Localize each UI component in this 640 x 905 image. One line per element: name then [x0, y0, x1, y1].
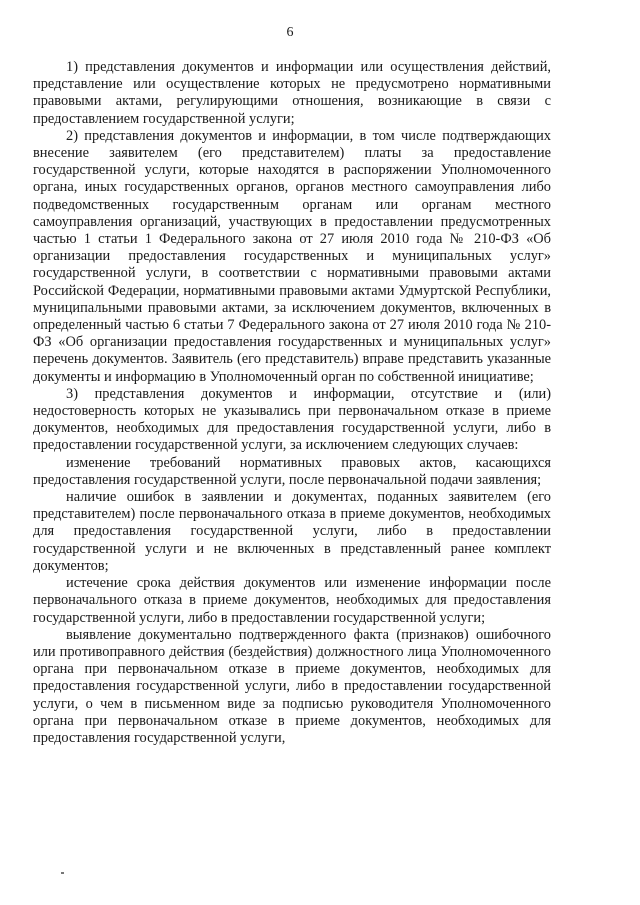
scan-speck — [61, 872, 64, 874]
paragraph-exception-misconduct: выявление документально подтвержденного факта (признаков) ошибочного или противоправного действия (бездействия) должностного лица Уполномоченного органа при первоначальном отказе в приеме документов, необходимых для предоставления государственной услуги, либо в предоставлении государственной услуги, о чем в письменном виде за подписью руководителя Уполномоченного органа при первоначальном отказе в приеме документов, необходимых для предоставления государственной услуги, — [33, 626, 551, 746]
paragraph-item-2: 2) представления документов и информации, в том числе подтверждающих внесение заявителем (его представителем) платы за предоставление государственной услуги, которые находятся в распоряжении Уполномоченного органа, иных государственных органов, органов местного самоуправления либо подведомственных государственным органам или органам местного самоуправления организаций, участвующих в предоставлении предусмотренных частью 1 статьи 1 Федерального закона от 27 июля 2010 года № 210-ФЗ «Об организации предоставления государственных и муниципальных услуг» государственной услуги, в соответствии с нормативными правовыми актами Российской Федерации, нормативными правовыми актами Удмуртской Республики, муниципальными правовыми актами, за исключением документов, включенных в определенный частью 6 статьи 7 Федерального закона от 27 июля 2010 года № 210-ФЗ «Об организации предоставления государственных и муниципальных услуг» перечень документов. Заявитель (его представитель) вправе представить указанные документы и информацию в Уполномоченный орган по собственной инициативе; — [33, 127, 551, 385]
document-body — [33, 59, 551, 747]
paragraph-exception-expiry: истечение срока действия документов или изменение информации после первоначального отказа в приеме документов, необходимых для предоставления государственной услуги, либо в предоставлении государственной услуги; — [33, 575, 551, 626]
paragraph-item-3: 3) представления документов и информации, отсутствие и (или) недостоверность которых не указывались при первоначальном отказе в приеме документов, необходимых для предоставления государственной услуги, либо в предоставлении государственной услуги, за исключением следующих случаев: — [33, 385, 551, 454]
paragraph-exception-errors: наличие ошибок в заявлении и документах, поданных заявителем (его представителем) после первоначального отказа в приеме документов, необходимых для предоставления государственной услуги, либо в предоставлении государственной услуги и не включенных в представленный ранее комплект документов; — [33, 489, 551, 574]
paragraph-item-1: 1) представления документов и информации или осуществления действий, представление или осуществление которых не предусмотрено нормативными правовыми актами, регулирующими отношения, возникающие в связи с предоставлением государственной услуги; — [33, 59, 551, 127]
paragraph-exception-requirements-change: изменение требований нормативных правовых актов, касающихся предоставления государственной услуги, после первоначальной подачи заявления; — [33, 454, 551, 488]
page-number: 6 — [286, 25, 294, 40]
